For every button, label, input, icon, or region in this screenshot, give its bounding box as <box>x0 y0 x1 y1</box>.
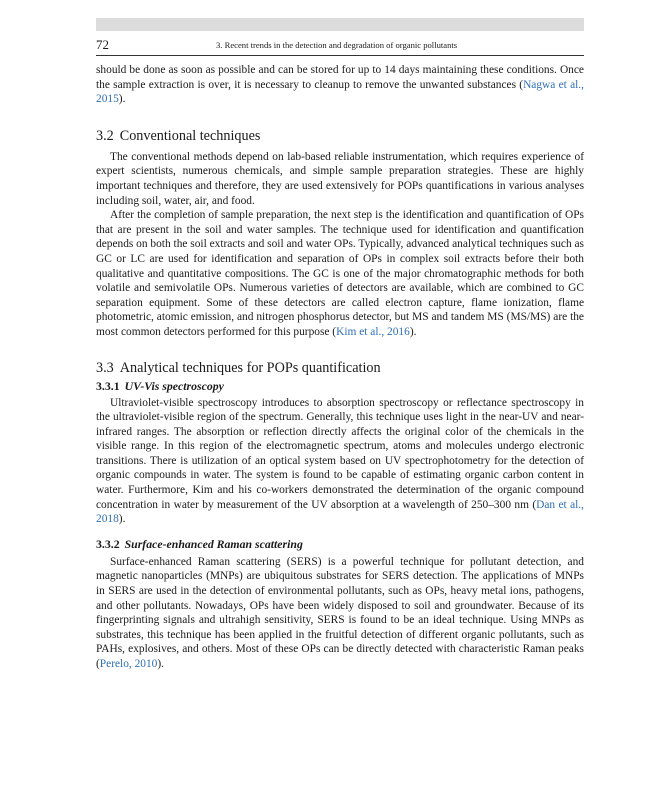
paragraph: The conventional methods depend on lab-based reliable instrumentation, which requires experience of expert scientists, numerous chemicals, and simple sample preparation strategies. These are highly important techniques and therefore, they are used extensively for POPs quantifications in various analyses including soil, water, air, and food. <box>96 150 584 207</box>
subsection-heading: 3.3.2 Surface-enhanced Raman scattering <box>96 536 303 551</box>
intro-paragraph: should be done as soon as possible and can be stored for up to 14 days maintaining these conditions. Once the sample extraction is over, it is necessary to cleanup to remove the unwanted substances (Nagwa et al., 2015). <box>96 64 584 106</box>
citation-link[interactable]: Perelo, 2010 <box>99 658 158 670</box>
header-bar <box>96 18 584 31</box>
subsection-heading: 3.3.1 UV-Vis spectroscopy <box>96 378 224 393</box>
page-body <box>96 63 584 672</box>
paragraph: Ultraviolet-visible spectroscopy introduces to absorption spectroscopy or reflectance spectroscopy in the ultraviolet-visible region of the spectrum. Generally, this technique uses light in the near-UV and near-infrared ranges. The absorption or reflection directly affects the original color of the chemicals in the visible range. In this region of the electromagnetic spectrum, atoms and molecules undergo electronic transitions. There is utilization of an optical system based on UV spectrophotometry for the detection of organic compounds in water. The system is found to be capable of estimating organic carbon content in water. Furthermore, Kim and his co-workers demonstrated the determination of the organic compound concentration in water by measurement of the UV absorption at a wavelength of 250–300 nm (Dan et al., 2018). <box>96 396 584 526</box>
paragraph: After the completion of sample preparation, the next step is the identification and quantification of OPs that are present in the soil and water samples. The technique used for identification and quantification depends on both the soil extracts and soil and water OPs. Typically, advanced analytical techniques such as GC or LC are used for identification and separation of OPs in complex soil extracts before their both qualitative and quantitative compositions. The GC is one of the major chromatographic methods for both volatile and semivolatile OPs. Numerous varieties of detectors are available, which are combined to GC separation equipment. Some of these detectors are called electron capture, flame ionization, flame photometric, atomic emission, and nitrogen phosphorus detector, but MS and tandem MS (MS/MS) are the most common detectors performed for this purpose (Kim et al., 2016). <box>96 209 584 338</box>
running-title: 3. Recent trends in the detection and degradation of organic pollutants <box>216 40 458 50</box>
page-header <box>96 37 584 53</box>
citation-link[interactable]: Nagwa et al., 2015 <box>96 78 584 106</box>
citation-link[interactable]: Kim et al., 2016 <box>336 325 410 338</box>
page-number: 72 <box>96 37 109 52</box>
section-heading: 3.3 Analytical techniques for POPs quantification <box>96 359 381 376</box>
section-heading: 3.2 Conventional techniques <box>96 127 261 144</box>
paragraph: Surface-enhanced Raman scattering (SERS) is a powerful technique for pollutant detection, and magnetic nanoparticles (MNPs) are ubiquitous substrates for SERS detection. The applications of MNPs in SERS are used in the detection of environmental pollutants, such as OPs, heavy metal ions, pathogens, and other pollutants. Nowadays, OPs have been widely disposed to soil and groundwater. Because of its fingerprinting signals and ultrahigh sensitivity, SERS is found to be an ideal technique. Using MNPs as substrates, this technique has been applied in the fruitful detection of different organic pollutants, such as PAHs, explosives, and others. Most of these OPs can be directly detected with characteristic Raman peaks (Perelo, 2010). <box>96 555 584 670</box>
header-rule <box>96 55 584 56</box>
citation-link[interactable]: Dan et al., 2018 <box>96 498 584 526</box>
